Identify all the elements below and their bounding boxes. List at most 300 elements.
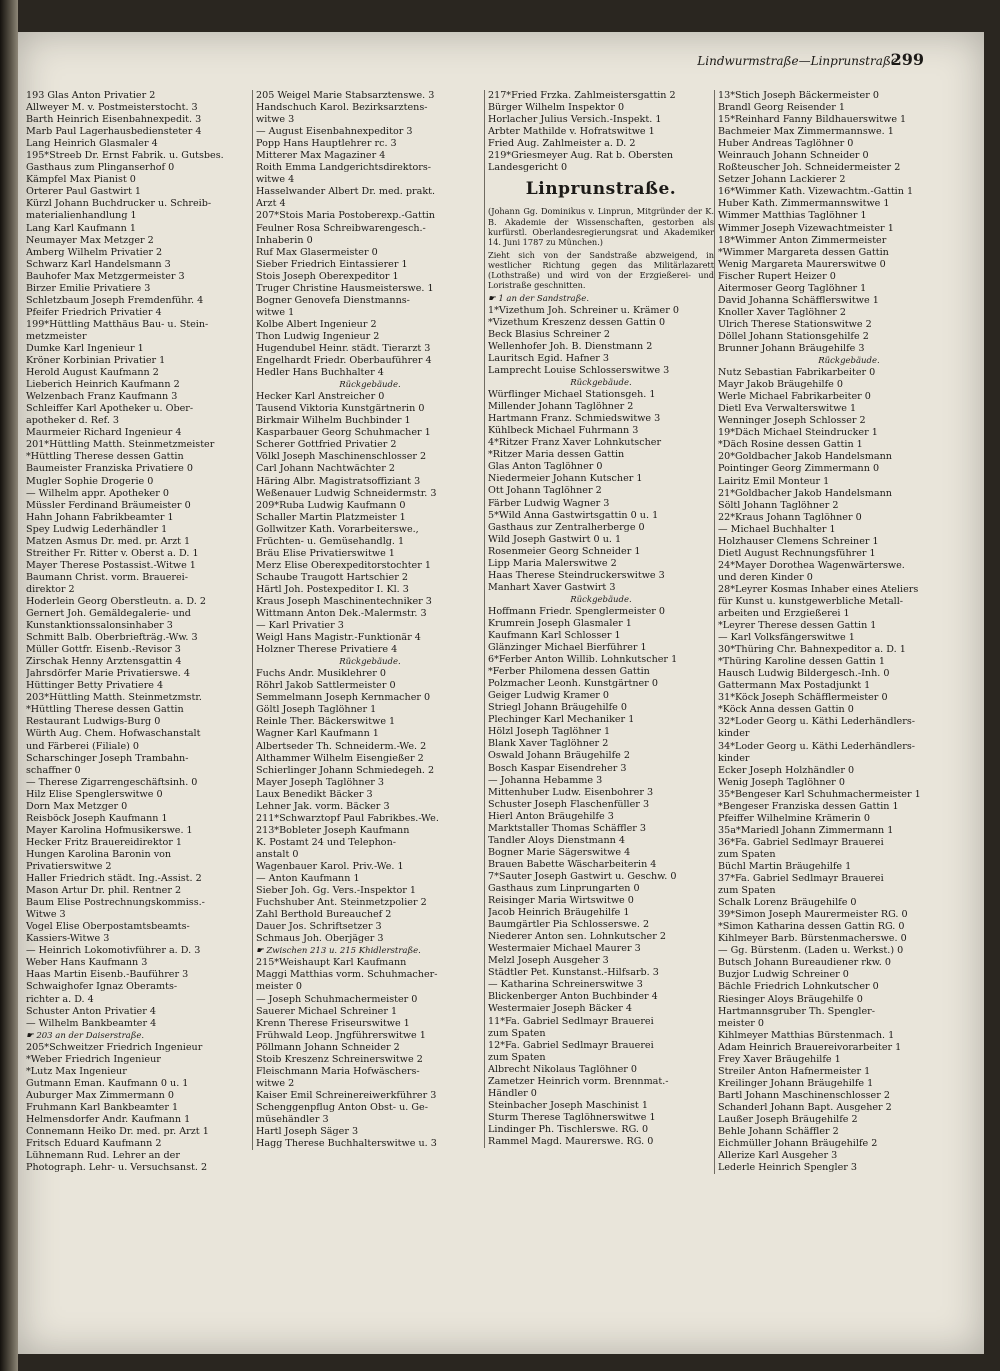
directory-entry: Lipp Maria Malerswitwe 2 — [488, 557, 617, 569]
directory-entry: Würth Aug. Chem. Hofwaschanstalt — [26, 728, 201, 740]
directory-entry: Westermaier Michael Maurer 3 — [488, 943, 641, 955]
directory-entry: *Vizethum Kreszenz dessen Gattin 0 — [488, 316, 666, 328]
directory-entry: — Karl Volksfängerswitwe 1 — [718, 632, 855, 644]
directory-entry: Sauerer Michael Schreiner 1 — [256, 1005, 398, 1017]
directory-entry: Reisböck Joseph Kaufmann 1 — [26, 812, 168, 824]
directory-entry: *Weber Friedrich Ingenieur — [26, 1053, 161, 1065]
column-4 — [714, 90, 980, 1174]
directory-entry: Gattermann Max Postadjunkt 1 — [718, 680, 871, 692]
directory-entry: *Bengeser Franziska dessen Gattin 1 — [718, 800, 899, 812]
directory-entry: Reinle Ther. Bäckerswitwe 1 — [256, 716, 396, 728]
directory-entry: Kürzl Johann Buchdrucker u. Schreib- — [26, 198, 212, 210]
directory-entry: witwe 4 — [256, 174, 295, 186]
directory-entry: — Anton Kaufmann 1 — [256, 873, 360, 885]
directory-entry: Hoderlein Georg Oberstleutn. a. D. 2 — [26, 595, 206, 607]
directory-entry: Herold August Kaufmann 2 — [26, 367, 159, 379]
directory-entry: Völkl Joseph Maschinenschlosser 2 — [256, 451, 427, 463]
directory-entry: — Johanna Hebamme 3 — [488, 774, 603, 786]
directory-entry: 22*Kraus Johann Taglöhner 0 — [718, 511, 862, 523]
directory-entry: 205*Schweitzer Friedrich Ingenieur — [26, 1041, 203, 1053]
directory-entry: 36*Fa. Gabriel Sedlmayr Brauerei — [718, 836, 884, 848]
directory-entry: Wimmer Joseph Vizewachtmeister 1 — [718, 222, 894, 234]
directory-entry: Lamprecht Louise Schlosserswitwe 3 — [488, 364, 670, 376]
directory-entry: Wenninger Joseph Schlosser 2 — [718, 415, 866, 427]
directory-entry: Frey Xaver Bräugehilfe 1 — [718, 1053, 841, 1065]
directory-entry: 11*Fa. Gabriel Sedlmayr Brauerei — [488, 1015, 654, 1027]
directory-entry: Mayer Joseph Taglöhner 3 — [256, 776, 385, 788]
column-3-entries — [488, 293, 714, 1148]
directory-entry: Gernert Joh. Gemäldegalerie- und — [26, 608, 191, 620]
directory-entry: Bräu Elise Privatierswitwe 1 — [256, 547, 395, 559]
directory-entry: Geiger Ludwig Kramer 0 — [488, 690, 610, 702]
directory-entry: Pointinger Georg Zimmermann 0 — [718, 463, 880, 475]
directory-entry: Hüttinger Betty Privatiere 4 — [26, 680, 164, 692]
directory-entry: Gutmann Eman. Kaufmann 0 u. 1 — [26, 1077, 189, 1089]
directory-entry: Niederer Anton sen. Lohnkutscher 2 — [488, 931, 666, 943]
directory-entry: Früchten- u. Gemüsehandlg. 1 — [256, 535, 405, 547]
directory-entry: Orterer Paul Gastwirt 1 — [26, 186, 141, 198]
directory-entry: Schmitt Balb. Oberbriefträg.-Ww. 3 — [26, 632, 198, 644]
directory-entry: Hierl Anton Bräugehilfe 3 — [488, 810, 614, 822]
directory-entry: Reisinger Maria Wirtswitwe 0 — [488, 895, 634, 907]
directory-entry: Schuster Anton Privatier 4 — [26, 1005, 156, 1017]
directory-entry: Lühnemann Rud. Lehrer an der — [26, 1150, 180, 1162]
directory-entry: 18*Wimmer Anton Zimmermeister — [718, 234, 887, 246]
directory-entry: Hugendubel Heinr. städt. Tierarzt 3 — [256, 342, 431, 354]
directory-entry: Welzenbach Franz Kaufmann 3 — [26, 391, 178, 403]
directory-entry: Streither Fr. Ritter v. Oberst a. D. 1 — [26, 547, 199, 559]
directory-entry: für Kunst u. kunstgewerbliche Metall- — [718, 595, 904, 607]
directory-entry: Photograph. Lehr- u. Versuchsanst. 2 — [26, 1162, 208, 1174]
directory-entry: Bosch Kaspar Eisendreher 3 — [488, 762, 627, 774]
directory-entry: Hedler Hans Buchhalter 4 — [256, 367, 384, 379]
directory-entry: Hoffmann Friedr. Spenglermeister 0 — [488, 605, 666, 617]
directory-entry: Amberg Wilhelm Privatier 2 — [26, 246, 163, 258]
directory-entry: Lauritsch Egid. Hafner 3 — [488, 352, 609, 364]
directory-entry: Scharschinger Joseph Trambahn- — [26, 752, 189, 764]
directory-entry: Dietl August Rechnungsführer 1 — [718, 547, 876, 559]
directory-entry: Dumke Karl Ingenieur 1 — [26, 342, 144, 354]
directory-entry: Schaube Traugott Hartschier 2 — [256, 571, 408, 583]
directory-entry: 31*Köck Joseph Schäfflermeister 0 — [718, 692, 888, 704]
directory-entry: Fruhmann Karl Bankbeamter 1 — [26, 1101, 179, 1113]
section-label: Rückgebäude. — [570, 594, 632, 605]
directory-entry: Müller Gottfr. Eisenb.-Revisor 3 — [26, 644, 181, 656]
directory-entry: meister 0 — [256, 981, 303, 993]
directory-entry: 209*Ruba Ludwig Kaufmann 0 — [256, 499, 406, 511]
directory-entry: Althammer Wilhelm Eisengießer 2 — [256, 752, 424, 764]
directory-entry: Hecker Karl Anstreicher 0 — [256, 391, 385, 403]
directory-entry: Kunstanktionssalonsinhaber 3 — [26, 620, 173, 632]
directory-entry: *Däch Rosine dessen Gattin 1 — [718, 439, 863, 451]
directory-entry: Pöllmann Johann Schneider 2 — [256, 1041, 400, 1053]
directory-entry: Mayer Therese Postassist.-Witwe 1 — [26, 559, 196, 571]
directory-entry: Zametzer Heinrich vorm. Brennmat.- — [488, 1075, 669, 1087]
directory-entry: *Lutz Max Ingenieur — [26, 1065, 127, 1077]
directory-entry: Ulrich Therese Stationswitwe 2 — [718, 318, 872, 330]
directory-entry: Oswald Johann Bräugehilfe 2 — [488, 750, 630, 762]
directory-entry: 1*Vizethum Joh. Schreiner u. Krämer 0 — [488, 304, 679, 316]
directory-entry: Semmelmann Joseph Kernmacher 0 — [256, 692, 431, 704]
directory-entry: Haas Therese Steindruckerswitwe 3 — [488, 569, 665, 581]
directory-entry: Sieber Joh. Gg. Vers.-Inspektor 1 — [256, 885, 416, 897]
directory-entry: *Ferber Philomena dessen Gattin — [488, 666, 650, 678]
directory-entry: Müssler Ferdinand Bräumeister 0 — [26, 499, 191, 511]
directory-entry: Brauen Babette Wäscharbeiterin 4 — [488, 858, 657, 870]
directory-entry: 219*Griesmeyer Aug. Rat b. Obersten — [488, 150, 674, 162]
directory-entry: müsehändler 3 — [256, 1113, 329, 1125]
directory-entry: Allweyer M. v. Postmeisterstocht. 3 — [26, 102, 198, 114]
directory-entry: Hartmann Franz. Schmiedswitwe 3 — [488, 413, 661, 425]
column-3 — [484, 90, 714, 1148]
directory-entry: Zahl Berthold Bureauchef 2 — [256, 909, 392, 921]
directory-entry: Kämpfel Max Pianist 0 — [26, 174, 136, 186]
directory-entry: Söltl Johann Taglöhner 2 — [718, 499, 839, 511]
directory-entry: Schalk Lorenz Bräugehilfe 0 — [718, 897, 857, 909]
directory-entry: Hasselwander Albert Dr. med. prakt. — [256, 186, 436, 198]
directory-entry: Barth Heinrich Eisenbahnexpedit. 3 — [26, 114, 202, 126]
directory-entry: Carl Johann Nachtwächter 2 — [256, 463, 395, 475]
section-label: Rückgebäude. — [818, 356, 880, 367]
directory-entry: Zirschak Henny Arztensgattin 4 — [26, 656, 182, 668]
directory-entry: 6*Ferber Anton Willib. Lohnkutscher 1 — [488, 654, 678, 666]
directory-entry: Weinrauch Johann Schneider 0 — [718, 150, 869, 162]
directory-entry: 37*Fa. Gabriel Sedlmayr Brauerei — [718, 873, 884, 885]
directory-entry: Rammel Magd. Maurerswe. RG. 0 — [488, 1135, 654, 1147]
directory-entry: Bauhofer Max Metzgermeister 3 — [26, 270, 185, 282]
directory-entry: Haller Friedrich städt. Ing.-Assist. 2 — [26, 873, 202, 885]
directory-entry: Städtler Pet. Kunstanst.-Hilfsarb. 3 — [488, 967, 659, 979]
section-label: Rückgebäude. — [339, 380, 401, 391]
directory-entry: Butsch Johann Bureaudiener rkw. 0 — [718, 957, 891, 969]
directory-entry: Bachmeier Max Zimmermannswe. 1 — [718, 126, 894, 138]
directory-entry: 193 Glas Anton Privatier 2 — [26, 90, 156, 101]
directory-entry: metzmeister — [26, 330, 87, 342]
directory-entry: 21*Goldbacher Jakob Handelsmann — [718, 487, 892, 499]
directory-entry: Westermaier Joseph Bäcker 4 — [488, 1003, 632, 1015]
directory-entry: kinder — [718, 728, 750, 740]
directory-entry: Niedermeier Johann Kutscher 1 — [488, 473, 643, 485]
directory-entry: Riesinger Aloys Bräugehilfe 0 — [718, 993, 863, 1005]
directory-entry: Wimmer Matthias Taglöhner 1 — [718, 210, 867, 222]
directory-entry: Wagenbauer Karol. Priv.-We. 1 — [256, 861, 404, 872]
directory-entry: Kihlmeyer Matthias Bürstenmach. 1 — [718, 1029, 895, 1041]
directory-entry: Baumeister Franziska Privatiere 0 — [26, 463, 193, 475]
directory-entry: Hartmannsgruber Th. Spengler- — [718, 1005, 875, 1017]
directory-entry: Fried Aug. Zahlmeister a. D. 2 — [488, 138, 636, 150]
directory-entry: zum Spaten — [718, 885, 776, 897]
directory-entry: Dorn Max Metzger 0 — [26, 800, 128, 812]
directory-entry: Huber Kath. Zimmermannswitwe 1 — [718, 198, 890, 210]
directory-entry: Engelhardt Friedr. Oberbauführer 4 — [256, 355, 432, 367]
directory-entry: *Leyrer Therese dessen Gattin 1 — [718, 620, 877, 632]
directory-entry: Streiler Anton Hafnermeister 1 — [718, 1065, 871, 1077]
directory-entry: Mayer Karolina Hofmusikerswe. 1 — [26, 824, 193, 836]
directory-entry: Lang Heinrich Glasmaler 4 — [26, 138, 158, 150]
directory-entry: Ruf Max Glasermeister 0 — [256, 246, 378, 258]
directory-entry: Arzt 4 — [256, 198, 286, 210]
directory-entry: 28*Leyrer Kosmas Inhaber eines Ateliers — [718, 583, 919, 595]
directory-entry: Fuchs Andr. Musiklehrer 0 — [256, 668, 386, 680]
directory-entry: — Karl Privatier 3 — [256, 620, 344, 632]
street-history-note: (Johann Gg. Dominikus v. Linprun, Mitgründer der K. B. Akademie der Wissenschaften, gestorben als kurfürstl. Oberlandesregierungsrat und Akademiker 14. Juni 1787 zu München.) — [488, 206, 714, 248]
directory-entry: 35*Bengeser Karl Schuhmachermeister 1 — [718, 788, 921, 800]
directory-entry: Millender Johann Taglöhner 2 — [488, 401, 634, 413]
directory-entry: Laux Benedikt Bäcker 3 — [256, 788, 373, 800]
directory-entry: Brunner Johann Bräugehilfe 3 — [718, 342, 865, 354]
section-label: Rückgebäude. — [570, 378, 632, 389]
directory-entry: Lindinger Ph. Tischlerswe. RG. 0 — [488, 1123, 649, 1135]
directory-entry: Scherer Gottfried Privatier 2 — [256, 439, 397, 451]
directory-entry: *Hüttling Therese dessen Gattin — [26, 704, 184, 716]
directory-entry: 195*Streeb Dr. Ernst Fabrik. u. Gutsbes. — [26, 150, 224, 162]
directory-entry: 15*Reinhard Fanny Bildhauerswitwe 1 — [718, 114, 907, 126]
directory-entry: Hausch Ludwig Bildergesch.-Inh. 0 — [718, 668, 890, 680]
directory-entry: materialienhandlung 1 — [26, 210, 137, 222]
directory-entry: 5*Wild Anna Gastwirtsgattin 0 u. 1 — [488, 509, 659, 521]
directory-entry: Popp Hans Hauptlehrer rc. 3 — [256, 138, 397, 150]
directory-entry: Tandler Aloys Dienstmann 4 — [488, 834, 625, 846]
directory-entry: 30*Thüring Chr. Bahnexpeditor a. D. 1 — [718, 644, 906, 656]
directory-entry: Roßteuscher Joh. Schneidermeister 2 — [718, 162, 901, 174]
directory-entry: Wittmann Anton Dek.-Malermstr. 3 — [256, 608, 427, 620]
directory-entry: kinder — [718, 752, 750, 764]
directory-entry: apotheker d. Ref. 3 — [26, 415, 120, 427]
page-header — [18, 50, 984, 70]
directory-entry: Lehner Jak. vorm. Bäcker 3 — [256, 800, 390, 812]
directory-entry: 199*Hüttling Matthäus Bau- u. Stein- — [26, 318, 209, 330]
directory-entry: 20*Goldbacher Jakob Handelsmann — [718, 451, 892, 463]
directory-entry: Polzmacher Leonh. Kunstgärtner 0 — [488, 678, 658, 690]
street-heading-linprunstrasse: Linprunstraße. — [525, 179, 677, 200]
directory-entry: Buzjor Ludwig Schreiner 0 — [718, 969, 849, 981]
directory-entry: — Wilhelm Bankbeamter 4 — [26, 1017, 157, 1029]
directory-entry: Marktstaller Thomas Schäffler 3 — [488, 822, 647, 834]
directory-entry: Setzer Johann Lackierer 2 — [718, 174, 846, 186]
directory-entry: zum Spaten — [718, 848, 776, 860]
directory-entry: K. Postamt 24 und Telephon- — [256, 836, 397, 848]
directory-entry: Restaurant Ludwigs-Burg 0 — [26, 716, 161, 728]
directory-entry: Würflinger Michael Stationsgeh. 1 — [488, 389, 656, 401]
directory-entry: Horlacher Julius Versich.-Inspekt. 1 — [488, 114, 662, 126]
directory-entry: 201*Hüttling Matth. Steinmetzmeister — [26, 439, 215, 451]
directory-entry: Vogel Elise Oberpostamtsbeamts- — [26, 921, 190, 933]
directory-entry: Ecker Joseph Holzhändler 0 — [718, 764, 855, 776]
directory-entry: Striegl Johann Bräugehilfe 0 — [488, 702, 627, 714]
directory-entry: Eichmüller Johann Bräugehilfe 2 — [718, 1138, 878, 1150]
directory-entry: Adam Heinrich Brauereivorarbeiter 1 — [718, 1041, 902, 1053]
directory-entry: — Heinrich Lokomotivführer a. D. 3 — [26, 945, 201, 957]
directory-entry: 35a*Mariedl Johann Zimmermann 1 — [718, 824, 894, 836]
directory-entry: Dietl Eva Verwalterswitwe 1 — [718, 403, 857, 415]
directory-entry: Kasparbauer Georg Schuhmacher 1 — [256, 427, 431, 439]
directory-entry: Lederle Heinrich Spengler 3 — [718, 1162, 857, 1174]
directory-entry: 217*Fried Frzka. Zahlmeistersgattin 2 — [488, 90, 676, 101]
directory-entry: witwe 3 — [256, 114, 295, 126]
directory-entry: Privatierswitwe 2 — [26, 861, 112, 872]
directory-entry: meister 0 — [718, 1017, 765, 1029]
directory-entry: — Therese Zigarrengeschäftsinh. 0 — [26, 776, 198, 788]
directory-entry: 13*Stich Joseph Bäckermeister 0 — [718, 90, 879, 101]
directory-page — [18, 32, 984, 1354]
directory-entry: Fleischmann Maria Hofwäschers- — [256, 1065, 420, 1077]
directory-entry: witwe 2 — [256, 1077, 295, 1089]
directory-entry: Hartl Joseph Säger 3 — [256, 1126, 359, 1138]
directory-entry: Holzner Therese Privatiere 4 — [256, 644, 398, 656]
directory-entry: Inhaberin 0 — [256, 234, 313, 246]
directory-entry: Mitterer Max Magaziner 4 — [256, 150, 386, 162]
directory-entry: Färber Ludwig Wagner 3 — [488, 497, 610, 509]
directory-entry: Behle Johann Schäffler 2 — [718, 1126, 839, 1138]
directory-entry: Lang Karl Kaufmann 1 — [26, 222, 136, 234]
directory-entry: Stoib Kreszenz Schreinerswitwe 2 — [256, 1053, 423, 1065]
directory-entry: Bogner Genovefa Dienstmanns- — [256, 294, 410, 306]
directory-entry: Wenig Joseph Taglöhner 0 — [718, 776, 845, 788]
directory-entry: richter a. D. 4 — [26, 993, 94, 1005]
directory-entry: Mugler Sophie Drogerie 0 — [26, 475, 154, 487]
directory-entry: Gasthaus zur Zentralherberge 0 — [488, 521, 645, 533]
directory-entry: Roith Emma Landgerichtsdirektors- — [256, 162, 432, 174]
directory-entry: Lairitz Emil Monteur 1 — [718, 475, 830, 487]
directory-entry: ☛ 203 an der Daiserstraße. — [26, 1030, 145, 1041]
directory-entry: 34*Loder Georg u. Käthi Lederhändlers- — [718, 740, 915, 752]
directory-entry: Wenig Margareta Maurerswitwe 0 — [718, 258, 886, 270]
running-title: Lindwurmstraße—Linprunstraße — [697, 54, 898, 68]
directory-entry: Hahn Johann Fabrikbeamter 1 — [26, 511, 174, 523]
directory-entry: Lieberich Heinrich Kaufmann 2 — [26, 379, 180, 391]
directory-entry: Stois Joseph Oberexpeditor 1 — [256, 270, 399, 282]
directory-entry: — August Eisenbahnexpeditor 3 — [256, 126, 413, 138]
directory-entry: Allerize Karl Ausgeher 3 — [718, 1150, 838, 1162]
directory-entry: *Köck Anna dessen Gattin 0 — [718, 704, 854, 716]
directory-entry: Göltl Joseph Taglöhner 1 — [256, 704, 377, 716]
directory-entry: Pfeiffer Wilhelmine Krämerin 0 — [718, 812, 870, 824]
directory-entry: Schuster Joseph Flaschenfüller 3 — [488, 798, 650, 810]
directory-entry: Wild Joseph Gastwirt 0 u. 1 — [488, 533, 622, 545]
directory-entry: Kolbe Albert Ingenieur 2 — [256, 318, 377, 330]
page-number: 299 — [890, 50, 924, 69]
directory-entry: Fischer Rupert Heizer 0 — [718, 270, 836, 282]
directory-entry: Röhrl Jakob Sattlermeister 0 — [256, 680, 396, 692]
directory-entry: Albertseder Th. Schneiderm.-We. 2 — [256, 740, 427, 752]
directory-entry: Gollwitzer Kath. Vorarbeiterswe., — [256, 523, 419, 535]
directory-entry: Sieber Friedrich Eintassierer 1 — [256, 258, 408, 270]
directory-entry: Bürger Wilhelm Inspektor 0 — [488, 102, 625, 114]
directory-entry: Kröner Korbinian Privatier 1 — [26, 355, 166, 367]
directory-entry: Thon Ludwig Ingenieur 2 — [256, 330, 380, 342]
directory-entry: Hilz Elise Spenglerswitwe 0 — [26, 788, 163, 800]
directory-entry: direktor 2 — [26, 583, 75, 595]
directory-entry: Hecker Fritz Brauereidirektor 1 — [26, 836, 183, 848]
directory-entry: Huber Andreas Taglöhner 0 — [718, 138, 854, 150]
directory-entry: Maggi Matthias vorm. Schuhmacher- — [256, 969, 438, 981]
directory-entry: und deren Kinder 0 — [718, 571, 813, 583]
directory-entry: — Katharina Schreinerswitwe 3 — [488, 979, 643, 991]
directory-entry: 12*Fa. Gabriel Sedlmayr Brauerei — [488, 1039, 654, 1051]
directory-entry: — Wilhelm appr. Apotheker 0 — [26, 487, 169, 499]
directory-entry: Helmensdorfer Andr. Kaufmann 1 — [26, 1113, 191, 1125]
directory-entry: Härtl Joh. Postexpeditor I. Kl. 3 — [256, 583, 409, 595]
directory-entry: Schwaighofer Ignaz Oberamts- — [26, 981, 178, 993]
directory-entry: Häring Albr. Magistratsoffiziant 3 — [256, 475, 421, 487]
directory-entry: Hölzl Joseph Taglöhner 1 — [488, 726, 611, 738]
directory-entry: 39*Simon Joseph Maurermeister RG. 0 — [718, 909, 908, 921]
directory-entry: Birkmair Wilhelm Buchbinder 1 — [256, 415, 411, 427]
directory-entry: 211*Schwarztopf Paul Fabrikbes.-We. — [256, 812, 439, 824]
directory-entry: Baum Elise Postrechnungskommiss.- — [26, 897, 205, 909]
directory-entry: und Färberei (Filiale) 0 — [26, 740, 140, 752]
directory-entry: Connemann Heiko Dr. med. pr. Arzt 1 — [26, 1126, 209, 1138]
directory-entry: Arbter Mathilde v. Hofratswitwe 1 — [488, 126, 655, 138]
directory-entry: Wellenhofer Joh. B. Dienstmann 2 — [488, 340, 653, 352]
directory-entry: Glas Anton Taglöhner 0 — [488, 461, 603, 473]
directory-entry: Bartl Johann Maschinenschlosser 2 — [718, 1089, 890, 1101]
directory-entry: Schanderl Johann Bapt. Ausgeher 2 — [718, 1101, 892, 1113]
directory-entry: Albrecht Nikolaus Taglöhner 0 — [488, 1063, 637, 1075]
directory-entry: Jahrsdörfer Marie Privatierswe. 4 — [26, 668, 190, 680]
directory-entry: Rosenmeier Georg Schneider 1 — [488, 545, 641, 557]
directory-entry: Feulner Rosa Schreibwarengesch.- — [256, 222, 426, 234]
directory-entry: Mittenhuber Ludw. Eisenbohrer 3 — [488, 786, 654, 798]
directory-entry: — Michael Buchhalter 1 — [718, 523, 836, 535]
directory-entry: Kühlbeck Michael Fuhrmann 3 — [488, 425, 639, 437]
directory-entry: Beck Blasius Schreiner 2 — [488, 328, 610, 340]
directory-entry: Aitermoser Georg Taglöhner 1 — [718, 282, 867, 294]
directory-entry: Witwe 3 — [26, 909, 66, 921]
directory-entry: Schleiffer Karl Apotheker u. Ober- — [26, 403, 194, 415]
directory-entry: Maurmeier Richard Ingenieur 4 — [26, 427, 182, 439]
directory-entry: Blickenberger Anton Buchbinder 4 — [488, 991, 658, 1003]
directory-entry: Pfeifer Friedrich Privatier 4 — [26, 306, 162, 318]
directory-entry: Schenggenpflug Anton Obst- u. Ge- — [256, 1101, 428, 1113]
directory-entry: Schaller Martin Platzmeister 1 — [256, 511, 406, 523]
directory-entry: Weigl Hans Magistr.-Funktionär 4 — [256, 632, 421, 644]
directory-entry: Kreilinger Johann Bräugehilfe 1 — [718, 1077, 874, 1089]
directory-entry: zum Spaten — [488, 1051, 546, 1063]
directory-entry: anstalt 0 — [256, 848, 299, 860]
directory-entry: Baumann Christ. vorm. Brauerei- — [26, 571, 188, 583]
directory-entry: schaffner 0 — [26, 764, 81, 776]
directory-entry: — Gg. Bürstenm. (Laden u. Werkst.) 0 — [718, 945, 904, 957]
directory-entry: 205 Weigel Marie Stabsarztenswe. 3 — [256, 90, 435, 101]
directory-entry: Holzhauser Clemens Schreiner 1 — [718, 535, 879, 547]
directory-entry: arbeiten und Erzgießerei 1 — [718, 608, 850, 620]
directory-entry: Weßenauer Ludwig Schneidermstr. 3 — [256, 487, 437, 499]
directory-entry: Haas Martin Eisenb.-Bauführer 3 — [26, 969, 189, 981]
directory-entry: Werle Michael Fabrikarbeiter 0 — [718, 391, 871, 403]
directory-entry: Mason Artur Dr. phil. Rentner 2 — [26, 885, 182, 897]
directory-entry: Brandl Georg Reisender 1 — [718, 102, 845, 114]
directory-entry: Nutz Sebastian Fabrikarbeiter 0 — [718, 367, 876, 379]
directory-entry: 16*Wimmer Kath. Vizewachtm.-Gattin 1 — [718, 186, 914, 198]
directory-entry: Weber Hans Kaufmann 3 — [26, 957, 148, 969]
directory-entry: Tausend Viktoria Kunstgärtnerin 0 — [256, 403, 425, 415]
directory-entry: Krenn Therese Friseurswitwe 1 — [256, 1017, 410, 1029]
directory-entry: David Johanna Schäfflerswitwe 1 — [718, 294, 879, 306]
directory-entry: Dauer Jos. Schriftsetzer 3 — [256, 921, 382, 933]
directory-entry: Fuchshuber Ant. Steinmetzpolier 2 — [256, 897, 427, 909]
directory-entry: Bächle Friedrich Lohnkutscher 0 — [718, 981, 879, 993]
directory-entry: Baumgärtler Pia Schlosserswe. 2 — [488, 919, 650, 931]
directory-entry: Hungen Karolina Baronin von — [26, 848, 172, 860]
directory-entry: Sturm Therese Taglöhnerswitwe 1 — [488, 1111, 656, 1123]
directory-entry: ☛ Zwischen 213 u. 215 Khidlerstraße. — [256, 946, 421, 957]
directory-entry: *Hüttling Therese dessen Gattin — [26, 451, 184, 463]
directory-entry: ☛ 1 an der Sandstraße. — [488, 293, 590, 304]
directory-entry: Kihlmeyer Barb. Bürstenmacherswe. 0 — [718, 933, 907, 945]
directory-entry: Kaiser Emil Schreinereiwerkführer 3 — [256, 1089, 437, 1101]
column-2 — [252, 90, 484, 1150]
